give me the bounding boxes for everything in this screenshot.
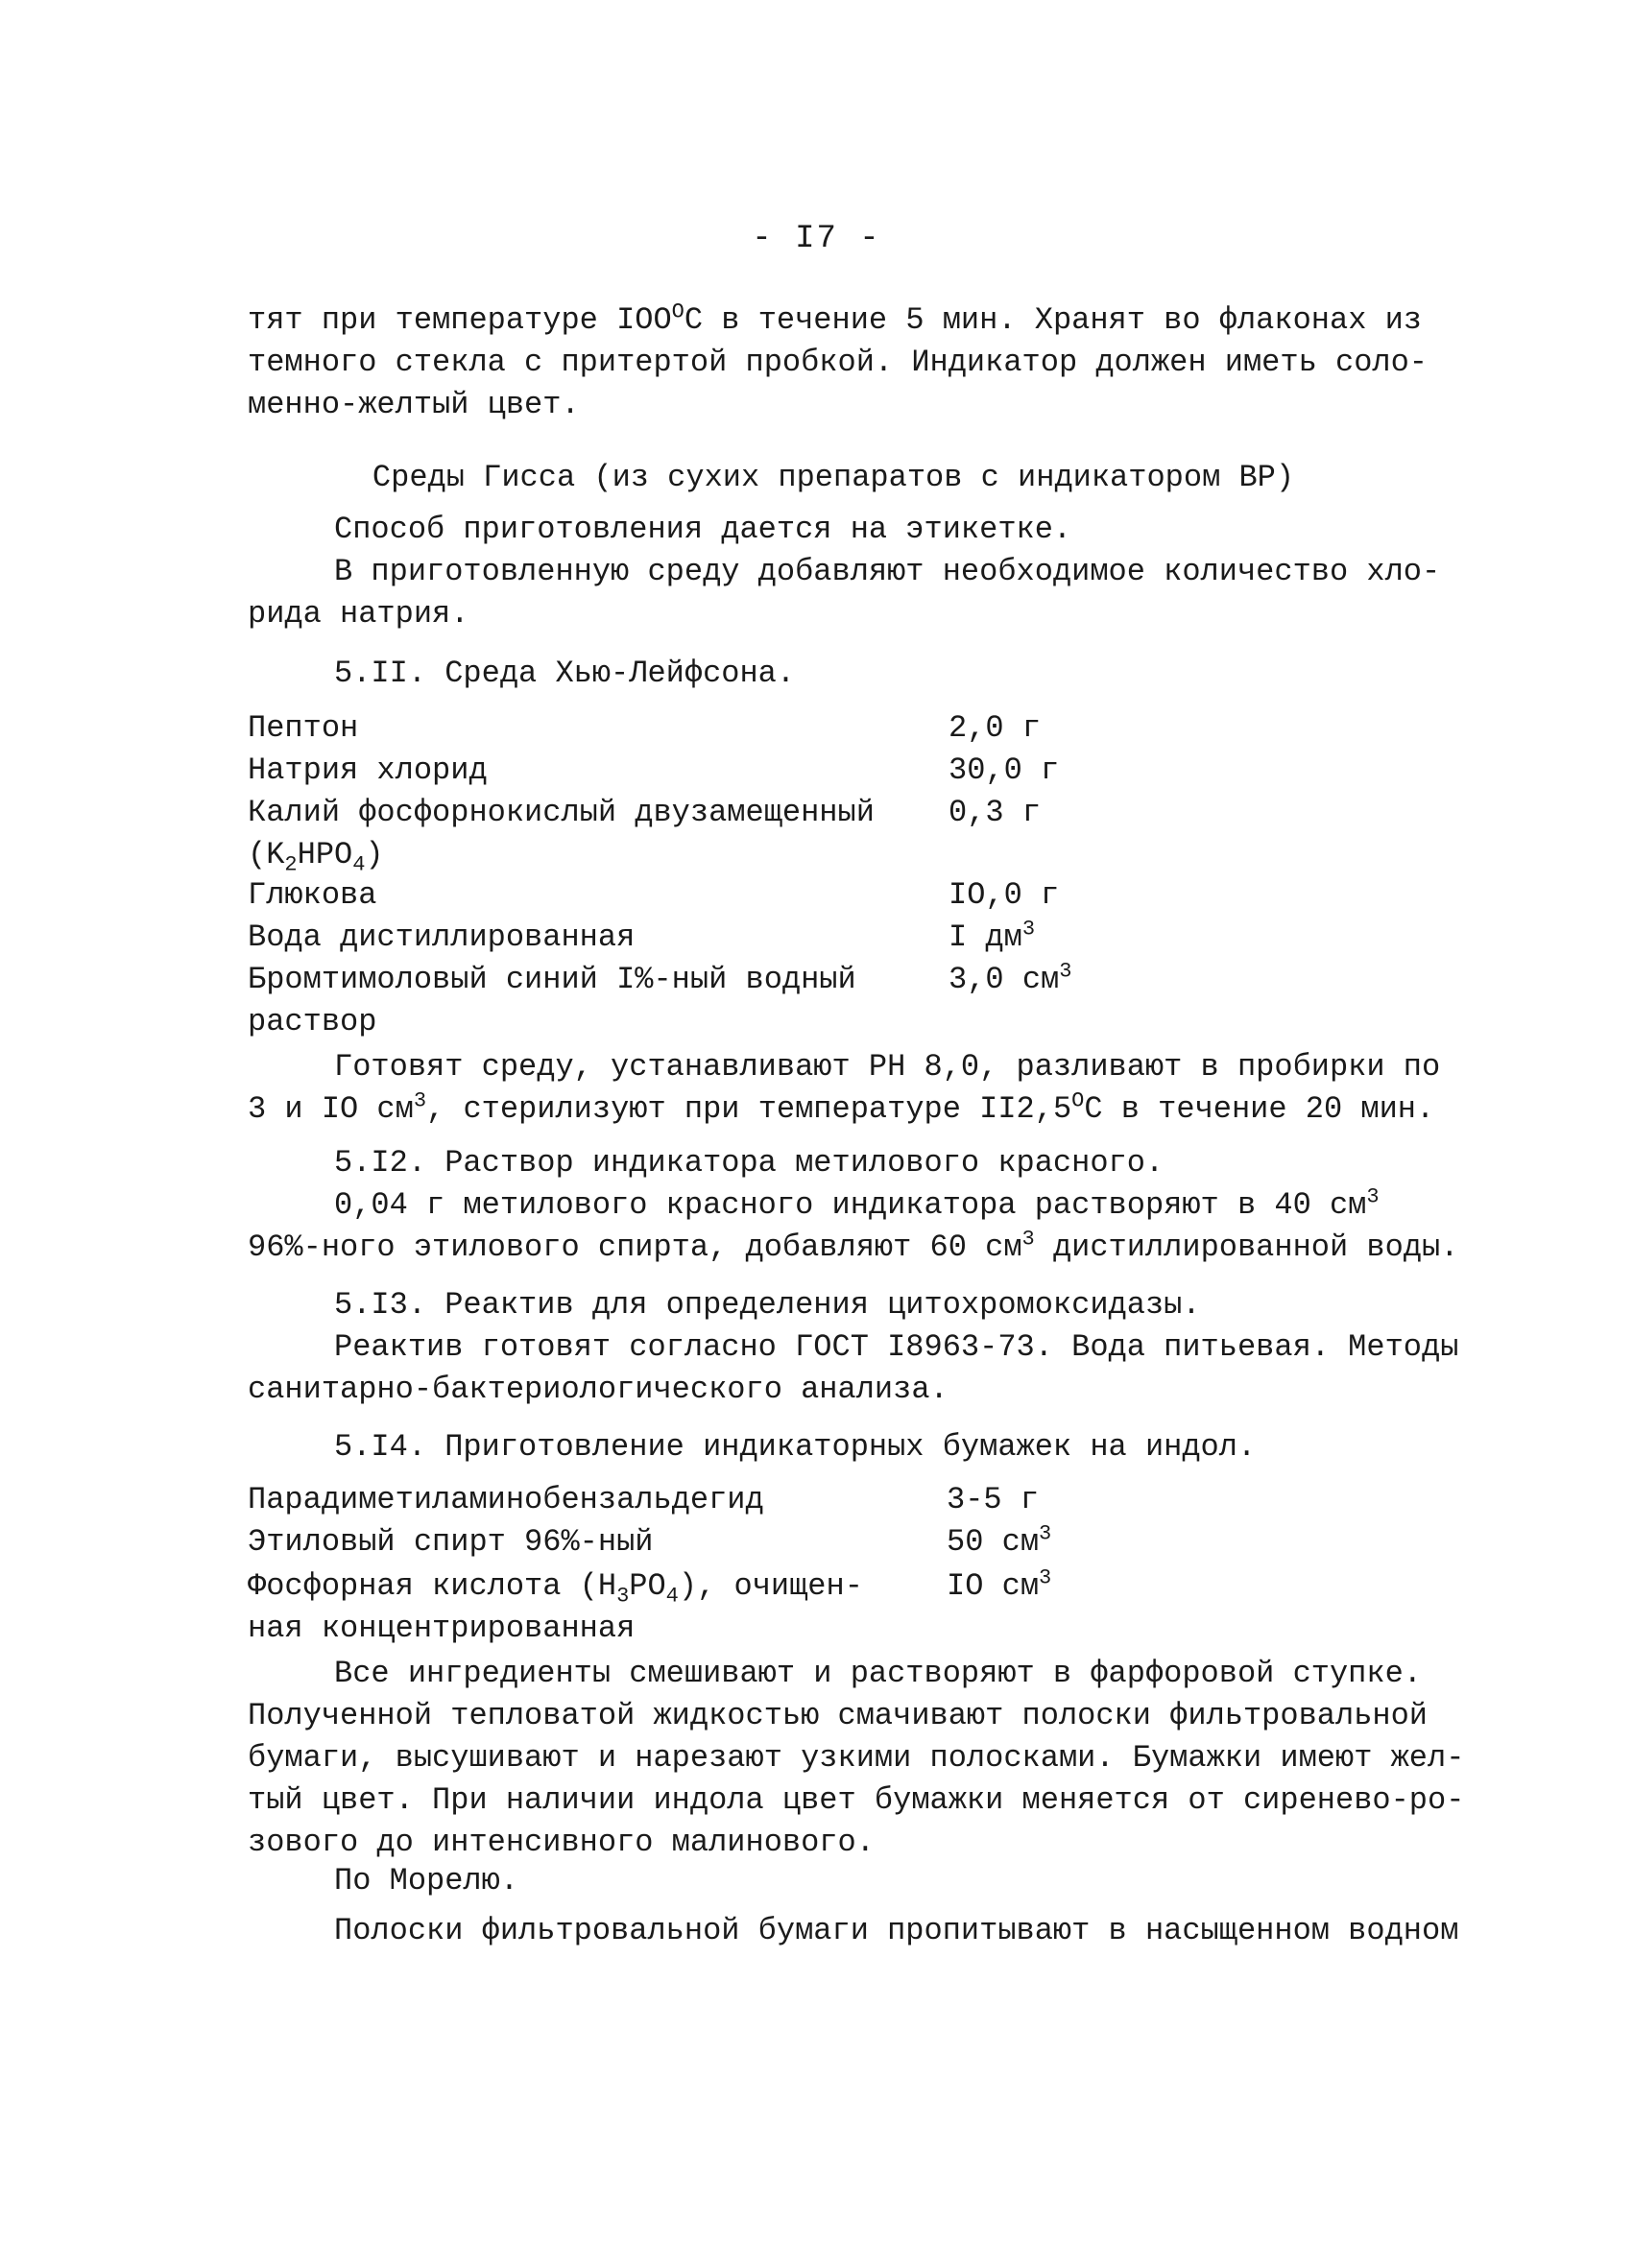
section-morel bbox=[248, 1860, 1459, 1952]
section-heading-5-11: 5.II. Среда Хью-Лейфсона. bbox=[334, 656, 796, 691]
ingredient-row bbox=[248, 1611, 1304, 1653]
text-line: Готовят среду, устанавливают РН 8,0, разливают в пробирки по bbox=[334, 1049, 1441, 1085]
section-5-14-paragraph bbox=[248, 1653, 1465, 1864]
ingredient-quantity: 3,0 $см^3$ bbox=[949, 959, 1072, 997]
text-line: темного стекла с притертой пробкой. Индикатор должен иметь соло- bbox=[248, 345, 1428, 380]
text-line: Способ приготовления дается на этикетке. bbox=[334, 512, 1072, 547]
text-line: тый цвет. При наличии индола цвет бумажки меняется от сиренево-ро- bbox=[248, 1782, 1465, 1818]
text-line: Полоски фильтровальной бумаги пропитывают в насыщенном водном bbox=[334, 1913, 1459, 1948]
section-heading-5-12: 5.I2. Раствор индикатора метилового красного. bbox=[334, 1145, 1165, 1181]
ingredient-quantity: 3-5 г bbox=[947, 1482, 1040, 1517]
ingredient-quantity: 30,0 г bbox=[949, 752, 1060, 788]
ingredient-quantity: 0,3 г bbox=[949, 795, 1042, 830]
section-title-gissa: Среды Гисса (из сухих препаратов с индикатором ВР) bbox=[372, 460, 1295, 495]
ingredient-row bbox=[248, 919, 1304, 962]
ingredient-name: Калий фосфорнокислый двузамещенный bbox=[248, 795, 875, 830]
ingredient-name: Пептон bbox=[248, 710, 359, 746]
text-line: В приготовленную среду добавляют необходимое количество хло- bbox=[334, 554, 1441, 589]
section-heading-5-14: 5.I4. Приготовление индикаторных бумажек на индол. bbox=[334, 1429, 1257, 1465]
ingredient-row bbox=[248, 752, 1304, 795]
page-number: - I7 - bbox=[752, 221, 881, 257]
text-line: санитарно-бактериологического анализа. bbox=[248, 1372, 949, 1407]
ingredient-name: Парадиметиламинобензальдегид bbox=[248, 1482, 764, 1517]
ingredient-name: Натрия хлорид bbox=[248, 752, 488, 788]
ingredient-quantity: IO $см^3$ bbox=[947, 1565, 1052, 1604]
text-line: менно-желтый цвет. bbox=[248, 387, 580, 422]
ingredient-formula: Фосфорная кислота $(H_3PO_4)$, очищен- bbox=[248, 1568, 863, 1609]
text-line: 3 и IO $см^3$, стерилизуют при температуре $II2,5^OС$ в течение 20 мин. bbox=[248, 1088, 1435, 1127]
text-line: Все ингредиенты смешивают и растворяют в фарфоровой ступке. bbox=[334, 1656, 1422, 1691]
ingredient-row bbox=[248, 795, 1304, 837]
ingredient-quantity: IO,0 г bbox=[949, 877, 1060, 913]
section-heading-5-13: 5.I3. Реактив для определения цитохромоксидазы. bbox=[334, 1287, 1201, 1323]
text-line: Реактив готовят согласно ГОСТ I8963-73. Вода питьевая. Методы bbox=[334, 1329, 1459, 1365]
ingredient-row bbox=[248, 1565, 1304, 1611]
gissa-paragraph bbox=[248, 509, 1441, 635]
ingredient-name: Глюкова bbox=[248, 877, 377, 913]
text-line: Полученной тепловатой жидкостью смачивают полоски фильтровальной bbox=[248, 1698, 1428, 1733]
text-line: рида натрия. bbox=[248, 596, 469, 632]
ingredient-quantity: 2,0 г bbox=[949, 710, 1042, 746]
intro-paragraph bbox=[248, 299, 1428, 426]
ingredient-row bbox=[248, 959, 1304, 1004]
text-line: зового до интенсивного малинового. bbox=[248, 1825, 875, 1860]
ingredient-formula: $(K_2HPO_4)$ bbox=[248, 837, 384, 877]
ingredient-name: ная концентрированная bbox=[248, 1611, 636, 1646]
ingredient-name: Бромтимоловый синий I%-ный водный bbox=[248, 962, 856, 997]
section-5-12 bbox=[248, 1142, 1459, 1269]
ingredient-quantity: 50 $см^3$ bbox=[947, 1521, 1052, 1560]
ingredient-row bbox=[248, 1521, 1304, 1566]
ingredient-row bbox=[248, 877, 1304, 919]
ingredient-row bbox=[248, 837, 1304, 879]
ingredient-name: Вода дистиллированная bbox=[248, 919, 636, 955]
ingredient-row bbox=[248, 1004, 1304, 1046]
section-heading-morel: По Морелю. bbox=[334, 1863, 519, 1898]
text-line: тят при температуре $IOO^OС$ в течение 5 мин. Хранят во флаконах из bbox=[248, 299, 1422, 338]
ingredient-name: Этиловый спирт 96%-ный bbox=[248, 1524, 654, 1560]
text-line: бумаги, высушивают и нарезают узкими полосками. Бумажки имеют жел- bbox=[248, 1740, 1465, 1776]
ingredient-row bbox=[248, 710, 1304, 752]
ingredient-quantity: I $дм^3$ bbox=[949, 917, 1036, 955]
section-5-11-paragraph bbox=[248, 1046, 1441, 1131]
text-line: 0,04 г метилового красного индикатора растворяют в 40 $см^3$ bbox=[334, 1184, 1380, 1223]
ingredient-name: раствор bbox=[248, 1004, 377, 1039]
section-5-13 bbox=[248, 1284, 1459, 1411]
text-line: 96%-ного этилового спирта, добавляют 60 $см^3$ дистиллированной воды. bbox=[248, 1227, 1459, 1265]
ingredient-row bbox=[248, 1482, 1304, 1524]
